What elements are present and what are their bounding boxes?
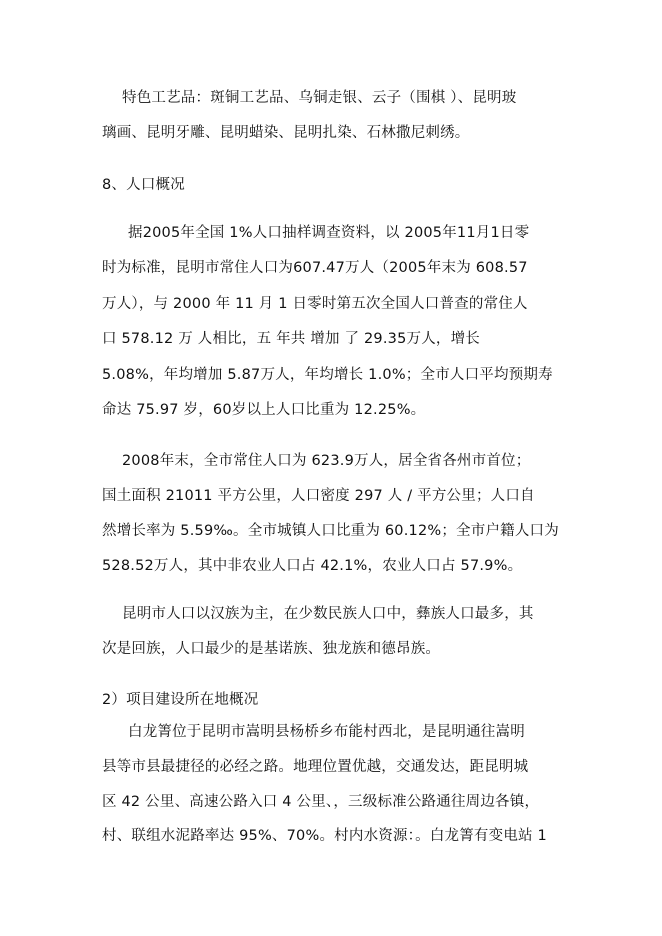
crafts-line-1: 特色工艺品：斑铜工艺品、乌铜走银、云子（围棋 ）、昆明玻: [122, 90, 517, 106]
site-line-1: 白龙箐位于昆明市嵩明县杨桥乡布能村西北，是昆明通往嵩明: [128, 724, 525, 740]
section-heading-project-site: 2）项目建设所在地概况: [102, 692, 259, 708]
site-line-4: 村、联组水泥路率达 95%、70%。村内水资源：。白龙箐有变电站 1: [102, 828, 547, 844]
section-heading-population: 8、人口概况: [102, 177, 185, 193]
stats2008-line-4: 528.52万人，其中非农业人口占 42.1%，农业人口占 57.9%。: [102, 558, 523, 574]
census-line-2: 时为标准，昆明市常住人口为607.47万人（2005年末为 608.57: [102, 260, 528, 276]
stats2008-line-3: 然增长率为 5.59‰。全市城镇人口比重为 60.12%；全市户籍人口为: [102, 523, 559, 539]
census-line-4: 口 578.12 万 人相比，五 年共 增加 了 29.35万人，增长: [102, 331, 481, 347]
census-line-3: 万人），与 2000 年 11 月 1 日零时第五次全国人口普查的常住人: [102, 296, 528, 312]
site-line-3: 区 42 公里、高速公路入口 4 公里、，三级标准公路通往周边各镇，: [102, 794, 540, 810]
ethnic-line-1: 昆明市人口以汉族为主，在少数民族人口中，彝族人口最多，其: [122, 606, 534, 622]
crafts-line-2: 璃画、昆明牙雕、昆明蜡染、昆明扎染、石林撒尼刺绣。: [102, 125, 470, 141]
site-line-2: 县等市县最捷径的必经之路。地理位置优越，交通发达，距昆明城: [102, 759, 529, 775]
stats2008-line-2: 国土面积 21011 平方公里，人口密度 297 人 / 平方公里；人口自: [102, 488, 535, 504]
census-line-5: 5.08%，年均增加 5.87万人，年均增长 1.0%；全市人口平均预期寿: [102, 367, 553, 383]
stats2008-line-1: 2008年末，全市常住人口为 623.9万人，居全省各州市首位；: [122, 453, 531, 469]
ethnic-line-2: 次是回族，人口最少的是基诺族、独龙族和德昂族。: [102, 641, 441, 657]
census-line-1: 据2005年全国 1%人口抽样调查资料，以 2005年11月1日零: [128, 225, 530, 241]
census-line-6: 命达 75.97 岁，60岁以上人口比重为 12.25%。: [102, 402, 426, 418]
